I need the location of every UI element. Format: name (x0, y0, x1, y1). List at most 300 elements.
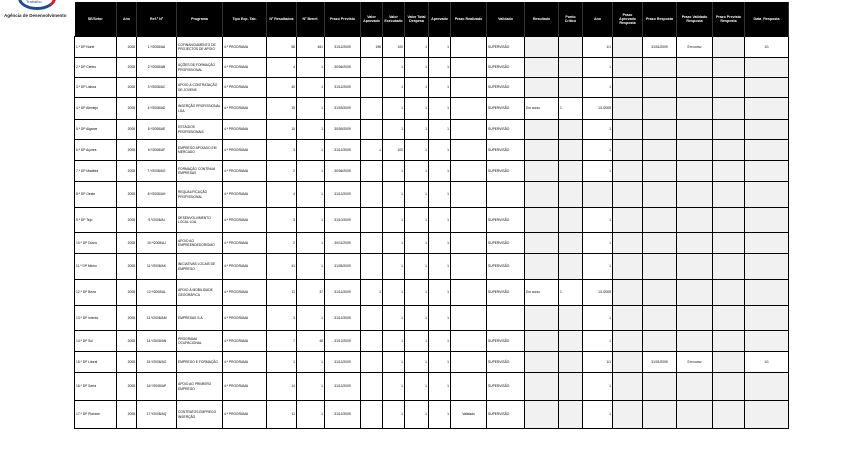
table-cell (745, 120, 789, 140)
table-cell: 1 (297, 120, 325, 140)
table-cell: 1 (429, 254, 451, 280)
table-cell: FORMAÇÃO CONTÍNUA EMPRESAS (177, 161, 223, 182)
table-cell (713, 140, 745, 161)
table-cell (713, 233, 745, 254)
table-cell: 2008 (117, 233, 137, 254)
table-cell (643, 280, 677, 306)
column-header[interactable]: Validado (487, 2, 525, 37)
table-cell: 37 (297, 280, 325, 306)
table-cell (713, 120, 745, 140)
table-cell: 14.ª DP Sul (75, 331, 117, 352)
table-cell: 1 (429, 280, 451, 306)
table-cell (559, 254, 583, 280)
table-cell: SUPERVISÃO (487, 37, 525, 58)
table-cell (677, 161, 713, 182)
table-cell (677, 58, 713, 78)
table-cell: 2008 (117, 331, 137, 352)
table-cell (613, 280, 643, 306)
table-cell: 1 (383, 233, 405, 254)
table-cell (451, 254, 487, 280)
table-cell: 2 (267, 233, 297, 254)
table-cell: 1/1 (745, 352, 789, 373)
table-cell: 1 (429, 233, 451, 254)
table-cell: 30/06/2009 (325, 58, 361, 78)
table-cell: APOIO À MOBILIDADE GEOGRÁFICA (177, 280, 223, 306)
data-table (74, 2, 789, 429)
table-cell: 1 (429, 78, 451, 98)
table-cell: 4.ª PROGRAMA (223, 161, 267, 182)
table-cell: 30/09/2009 (325, 120, 361, 140)
table-cell (643, 78, 677, 98)
table-cell: AÇÕES DE FORMAÇÃO PROFISSIONAL (177, 58, 223, 78)
table-cell: 1 (297, 78, 325, 98)
table-cell: 2008 (117, 37, 137, 58)
table-row[interactable] (75, 254, 789, 280)
table-cell: 4.ª PROGRAMA (223, 98, 267, 120)
table-cell: 1 (405, 352, 429, 373)
table-cell (745, 306, 789, 331)
table-cell (643, 120, 677, 140)
column-header[interactable]: Valor Total Despesa (405, 2, 429, 37)
table-cell (613, 401, 643, 429)
table-cell (559, 373, 583, 401)
table-row[interactable] (75, 401, 789, 429)
table-cell: Em curso (677, 37, 713, 58)
table-cell (361, 352, 383, 373)
table-cell (451, 37, 487, 58)
table-cell: 1 (583, 78, 613, 98)
table-cell: 12.ª/2008/AL (137, 280, 177, 306)
table-cell: 31/12/2009 (325, 306, 361, 331)
table-cell: 1 (429, 306, 451, 331)
table-cell (713, 208, 745, 233)
table-cell: 2008 (117, 58, 137, 78)
table-cell (559, 208, 583, 233)
table-cell (361, 401, 383, 429)
table-cell (525, 182, 559, 208)
table-cell: 15.ª/2008/AO (137, 352, 177, 373)
table-cell (677, 208, 713, 233)
table-cell (525, 306, 559, 331)
table-cell: 1 (429, 58, 451, 78)
table-cell: 1 (583, 161, 613, 182)
table-cell: 4.ª PROGRAMA (223, 182, 267, 208)
table-cell: 1 (405, 280, 429, 306)
table-cell: 15 (267, 98, 297, 120)
table-cell: CONTRATOS EMPREGO INSERÇÃO (177, 401, 223, 429)
table-cell: 1 (405, 182, 429, 208)
table-cell (559, 37, 583, 58)
table-cell (643, 331, 677, 352)
table-cell (559, 352, 583, 373)
table-cell (487, 306, 525, 331)
table-cell: 1 (297, 352, 325, 373)
table-cell: 1 (361, 140, 383, 161)
table-cell: 1 (383, 98, 405, 120)
table-cell (525, 233, 559, 254)
table-cell (525, 161, 559, 182)
table-cell: 11 (267, 401, 297, 429)
column-header[interactable]: Prazo Previsto (325, 2, 361, 37)
column-header[interactable]: Programa (177, 2, 223, 37)
table-cell: 31/12/2009 (325, 140, 361, 161)
table-cell (451, 78, 487, 98)
table-cell: EMPRESAS S.A. (177, 306, 223, 331)
table-cell: 4 (267, 58, 297, 78)
table-cell: 1 (583, 331, 613, 352)
table-cell (451, 161, 487, 182)
table-cell: 7 (267, 331, 297, 352)
table-cell: 13.ª/2008/AM (137, 306, 177, 331)
table-cell: 16.ª DP Serra (75, 373, 117, 401)
table-cell: 14 (267, 373, 297, 401)
table-cell: SUPERVISÃO (487, 352, 525, 373)
table-cell (451, 373, 487, 401)
column-header[interactable]: Ano (117, 2, 137, 37)
table-cell: 1 (297, 161, 325, 182)
table-cell: 1 (383, 254, 405, 280)
table-cell (745, 254, 789, 280)
table-cell (525, 352, 559, 373)
table-cell: 1/1/2009 (583, 98, 613, 120)
table-cell: 1 (297, 208, 325, 233)
table-cell: 1 (405, 58, 429, 78)
table-cell: 5.ª/2008/AE (137, 120, 177, 140)
table-cell (361, 233, 383, 254)
table-row[interactable] (75, 306, 789, 331)
table-cell: 1 (429, 331, 451, 352)
table-cell: 1 (297, 182, 325, 208)
table-cell: 4.ª PROGRAMA (223, 120, 267, 140)
table-cell: 2008 (117, 306, 137, 331)
table-cell: 1 (405, 120, 429, 140)
table-cell: SUPERVISÃO (487, 254, 525, 280)
table-cell: SUPERVISÃO (487, 120, 525, 140)
table-cell: 1 (267, 352, 297, 373)
table-cell: 1 (405, 161, 429, 182)
table-cell: SUPERVISÃO (487, 161, 525, 182)
table-cell (451, 182, 487, 208)
table-cell: COFINANCIAMENTO DE PROJECTOS DE APOIO (177, 37, 223, 58)
table-cell: 8.ª DP Oeste (75, 182, 117, 208)
table-cell (451, 140, 487, 161)
table-cell: 1 (297, 254, 325, 280)
table-cell (361, 98, 383, 120)
column-header[interactable]: Tipo Exp. Tab. (223, 2, 267, 37)
column-header[interactable]: Valor Aprovado (361, 2, 383, 37)
table-cell: 17.ª DP Planície (75, 401, 117, 429)
table-cell (451, 208, 487, 233)
table-cell: 31/12/2009 (325, 401, 361, 429)
table-cell: 1 (383, 120, 405, 140)
table-cell (525, 373, 559, 401)
table-cell: 31/03/2009 (325, 98, 361, 120)
table-cell: 1 (405, 208, 429, 233)
table-cell: 1.ª DP Norte (75, 37, 117, 58)
table-cell (745, 280, 789, 306)
table-cell (745, 140, 789, 161)
table-cell (559, 182, 583, 208)
table-row[interactable] (75, 182, 789, 208)
table-cell: 1 (583, 401, 613, 429)
table-cell: 4.ª PROGRAMA (223, 401, 267, 429)
table-cell (713, 78, 745, 98)
table-cell (677, 182, 713, 208)
table-cell (613, 120, 643, 140)
table-cell: 1 (383, 331, 405, 352)
table-row[interactable] (75, 37, 789, 58)
table-cell (559, 58, 583, 78)
table-cell: 5.ª DP Algarve (75, 120, 117, 140)
table-cell (745, 161, 789, 182)
table-cell: 2008 (117, 401, 137, 429)
table-cell (745, 373, 789, 401)
table-cell: 31/12/2009 (325, 78, 361, 98)
table-row[interactable] (75, 208, 789, 233)
column-header[interactable]: SE/Setor (75, 2, 117, 37)
column-header[interactable]: Ref.ª Nº (137, 2, 177, 37)
table-cell: 1 (405, 140, 429, 161)
table-cell: 1 (297, 233, 325, 254)
table-row[interactable] (75, 58, 789, 78)
column-header[interactable]: Resultado (525, 2, 559, 37)
table-cell (613, 233, 643, 254)
table-cell (713, 373, 745, 401)
table-cell (361, 254, 383, 280)
table-cell (613, 331, 643, 352)
table-cell: 1 (583, 58, 613, 78)
column-header[interactable]: Valor Executado (383, 2, 405, 37)
table-cell: Em curso (677, 352, 713, 373)
table-cell: 4.ª PROGRAMA (223, 233, 267, 254)
table-cell (583, 182, 613, 208)
table-cell: DESENVOLVIMENTO LOCAL LDA. (177, 208, 223, 233)
table-row[interactable] (75, 161, 789, 182)
table-cell: 10.ª/2008/AJ (137, 233, 177, 254)
table-cell (525, 401, 559, 429)
table-cell (643, 373, 677, 401)
table-cell: INSERÇÃO PROFISSIONAL LDA. (177, 98, 223, 120)
column-header[interactable]: Prazo Aprovado Resposta (613, 2, 643, 37)
table-cell (613, 37, 643, 58)
table-cell: Validado (451, 401, 487, 429)
table-cell (559, 78, 583, 98)
table-cell (713, 37, 745, 58)
table-cell: 1 (429, 161, 451, 182)
table-cell: 16.ª/2008/AP (137, 373, 177, 401)
table-cell (677, 306, 713, 331)
table-cell: 1 (383, 182, 405, 208)
table-cell: 1 (429, 352, 451, 373)
table-cell: 1 (583, 373, 613, 401)
table-cell (613, 306, 643, 331)
table-cell: 1 (405, 373, 429, 401)
table-cell (677, 401, 713, 429)
table-cell: 1 (383, 373, 405, 401)
table-cell: 1 (383, 280, 405, 306)
table-cell: 11.ª/2008/AK (137, 254, 177, 280)
table-cell: SUPERVISÃO (487, 233, 525, 254)
table-cell: 12.ª DP Beira (75, 280, 117, 306)
column-header[interactable]: Aprovado (429, 2, 451, 37)
table-cell: 2008 (117, 78, 137, 98)
table-row[interactable] (75, 98, 789, 120)
column-header[interactable]: Data_Resposta (745, 2, 789, 37)
table-cell: 3 (267, 306, 297, 331)
table-cell: 461 (297, 37, 325, 58)
table-cell: 1 (361, 280, 383, 306)
table-cell: 1 (583, 254, 613, 280)
table-cell: 30/11/2009 (325, 233, 361, 254)
table-cell: 1 (405, 401, 429, 429)
table-cell: 31/01/2009 (643, 37, 677, 58)
table-cell (559, 140, 583, 161)
table-cell: 17.ª/2008/AQ (137, 401, 177, 429)
table-cell (451, 280, 487, 306)
table-cell (451, 233, 487, 254)
table-cell (643, 306, 677, 331)
table-cell: 1 (429, 140, 451, 161)
table-cell (713, 182, 745, 208)
table-cell (713, 331, 745, 352)
table-header-row (75, 2, 789, 37)
table-cell (451, 352, 487, 373)
table-cell: 14.ª/2008/AN (137, 331, 177, 352)
table-cell: 6.ª/2008/AF (137, 140, 177, 161)
table-cell (487, 182, 525, 208)
table-cell: 2 (267, 161, 297, 182)
table-cell: 3.ª/2008/AC (137, 78, 177, 98)
table-row[interactable] (75, 233, 789, 254)
column-header[interactable]: Prazo Realizado (451, 2, 487, 37)
table-cell: 31/12/2009 (325, 373, 361, 401)
table-cell (643, 233, 677, 254)
table-cell (677, 120, 713, 140)
table-cell: 4.ª PROGRAMA (223, 306, 267, 331)
table-cell (613, 161, 643, 182)
table-cell: SUPERVISÃO (487, 280, 525, 306)
table-cell: 11 (267, 280, 297, 306)
table-cell: 3 (267, 140, 297, 161)
table-cell: 4.ª PROGRAMA (223, 373, 267, 401)
table-cell: 1 (297, 58, 325, 78)
table-cell: 41 (267, 254, 297, 280)
table-cell: 31/12/2009 (325, 352, 361, 373)
table-cell (525, 140, 559, 161)
table-cell (525, 37, 559, 58)
table-cell (643, 182, 677, 208)
table-cell: 196 (361, 37, 383, 58)
table-cell (677, 331, 713, 352)
table-cell: 1 (405, 78, 429, 98)
table-cell: 1 (383, 58, 405, 78)
table-cell (525, 331, 559, 352)
table-cell (713, 58, 745, 78)
table-cell: 40 (267, 78, 297, 98)
table-cell: 1 (429, 401, 451, 429)
table-cell: 4.ª DP Alentejo (75, 98, 117, 120)
column-header[interactable]: Prazo Resposta (643, 2, 677, 37)
table-cell: 1 (297, 98, 325, 120)
table-row[interactable] (75, 373, 789, 401)
table-cell (361, 373, 383, 401)
table-cell (677, 140, 713, 161)
table-cell: 1 (297, 140, 325, 161)
table-cell: 2008 (117, 98, 137, 120)
table-row[interactable] (75, 120, 789, 140)
table-cell: 2008 (117, 352, 137, 373)
table-cell (643, 140, 677, 161)
table-cell: 3.ª DP Lisboa (75, 78, 117, 98)
table-cell (643, 58, 677, 78)
table-cell: Em curso (525, 280, 559, 306)
table-cell: 1 (405, 233, 429, 254)
table-cell: 1 (429, 182, 451, 208)
table-cell: 10.ª DP Douro (75, 233, 117, 254)
table-cell: 2008 (117, 120, 137, 140)
table-cell: 13.ª DP Interior (75, 306, 117, 331)
table-cell: 30/06/2009 (325, 161, 361, 182)
logo-text: Trabalho (26, 0, 42, 4)
table-row[interactable] (75, 78, 789, 98)
table-cell (745, 78, 789, 98)
column-header[interactable]: Nº Resultados (267, 2, 297, 37)
column-header[interactable]: Ano (583, 2, 613, 37)
table-cell (613, 208, 643, 233)
table-cell: SUPERVISÃO (487, 58, 525, 78)
table-row[interactable] (75, 331, 789, 352)
table-cell: 4.ª PROGRAMA (223, 280, 267, 306)
table-cell (713, 280, 745, 306)
table-cell: 1 (429, 37, 451, 58)
column-header[interactable]: Nº Benef. (297, 2, 325, 37)
table-cell: SUPERVISÃO (487, 78, 525, 98)
table-cell: 1/1 (583, 352, 613, 373)
table-cell: 4.ª PROGRAMA (223, 331, 267, 352)
table-cell (745, 331, 789, 352)
table-cell (745, 208, 789, 233)
table-cell: 8.ª/2008/AH (137, 182, 177, 208)
table-body (75, 37, 789, 429)
table-cell (643, 98, 677, 120)
column-header[interactable]: Ponto Critico (559, 2, 583, 37)
table-row[interactable] (75, 352, 789, 373)
table-cell: 1 (583, 120, 613, 140)
table-cell (745, 233, 789, 254)
table-cell (713, 352, 745, 373)
table-cell (613, 254, 643, 280)
table-cell: 1 (297, 306, 325, 331)
table-cell: 4 (267, 182, 297, 208)
table-cell (525, 254, 559, 280)
table-cell (713, 161, 745, 182)
table-cell: 31/10/2009 (325, 208, 361, 233)
table-cell: 2.ª/2008/AB (137, 58, 177, 78)
table-row[interactable] (75, 140, 789, 161)
column-header[interactable]: Prazo Previsto Resposta (713, 2, 745, 37)
table-row[interactable] (75, 280, 789, 306)
table-cell (713, 401, 745, 429)
organization-name: Agência de Desenvolvimento (4, 13, 67, 18)
table-cell: 31/12/2009 (325, 280, 361, 306)
table-cell: 15.ª DP Litoral (75, 352, 117, 373)
table-cell (677, 280, 713, 306)
table-cell (559, 233, 583, 254)
column-header[interactable]: Prazo Validado Resposta (677, 2, 713, 37)
table-cell (677, 254, 713, 280)
table-cell: Em curso (525, 98, 559, 120)
table-cell: SUPERVISÃO (487, 401, 525, 429)
